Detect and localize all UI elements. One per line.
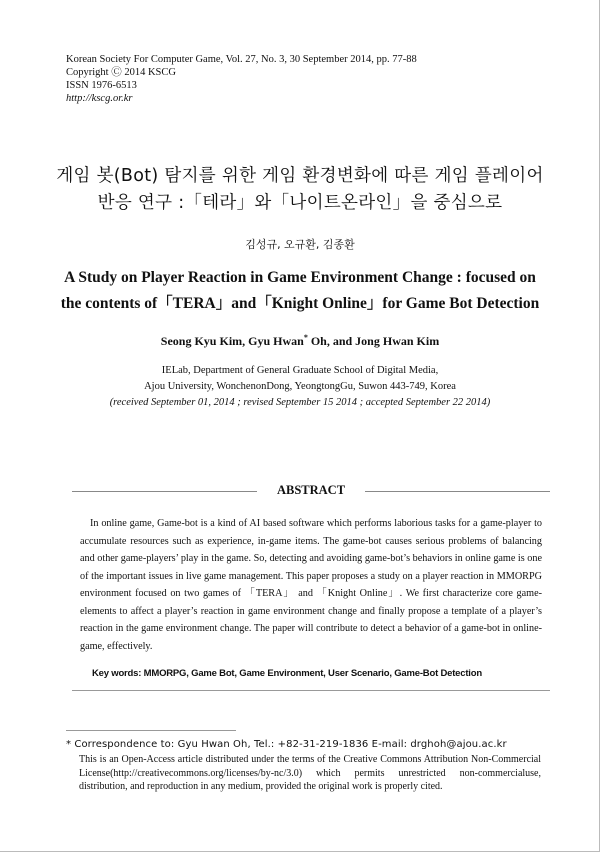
affiliation bbox=[0, 363, 600, 411]
footnote-license: This is an Open-Access article distributed under the terms of the Creative Commons Attribution Non-Commercial License(http://creativecommons.org/licenses/by-nc/3.0) which permits unrestricted non-commercialuse, distribution, and reproduction in any medium, provided the original work is properly cited. bbox=[79, 754, 541, 792]
abstract-text: In online game, Game-bot is a kind of AI based software which performs laborious tasks for a game-player to accumulate resources such as experience, in-game items. The game-bot causes serious problems of balancing and other game-players’ play in the game. So, detecting and avoiding game-bot’s behaviors in online game is one of the important issues in live game management. This paper proposes a study on a player reaction in MMORPG environment focused on two games of 「TERA」 and 「Knight Online」. We first characterize core game-elements to affect a player’s reaction in game environment change and finally propose a template of a player’s reaction in the game environment change. The paper will contribute to detect a behavior of a game-bot in online-game, effectively. bbox=[80, 518, 542, 652]
journal-issn: ISSN 1976-6513 bbox=[66, 80, 137, 91]
corresponding-author-mark: * bbox=[303, 333, 308, 342]
english-title-line1: A Study on Player Reaction in Game Environment Change : focused on bbox=[64, 269, 536, 286]
keywords: Key words: MMORPG, Game Bot, Game Environment, User Scenario, Game-Bot Detection bbox=[92, 668, 482, 679]
authors-part1: Seong Kyu Kim, Gyu Hwan bbox=[160, 334, 304, 348]
abstract-heading bbox=[72, 483, 550, 499]
english-title bbox=[40, 265, 560, 317]
korean-authors: 김성규, 오규환, 김종환 bbox=[245, 238, 355, 251]
journal-meta bbox=[66, 53, 417, 105]
submission-dates: (received September 01, 2014 ; revised September 15 2014 ; accepted September 22 2014) bbox=[109, 397, 491, 408]
korean-title-line1: 게임 봇(Bot) 탐지를 위한 게임 환경변화에 따른 게임 플레이어 bbox=[56, 166, 544, 186]
journal-copyright: Copyright Ⓒ 2014 KSCG bbox=[66, 67, 176, 78]
korean-title-line2: 반응 연구 :「테라」와「나이트온라인」을 중심으로 bbox=[97, 193, 503, 213]
journal-citation: Korean Society For Computer Game, Vol. 27, No. 3, 30 September 2014, pp. 77-88 bbox=[66, 54, 417, 65]
authors-part2: Oh, and Jong Hwan Kim bbox=[307, 334, 440, 348]
affiliation-line1: IELab, Department of General Graduate School of Digital Media, bbox=[161, 365, 439, 376]
korean-title bbox=[30, 163, 570, 217]
english-authors bbox=[0, 333, 600, 349]
footnote-correspondence: * Correspondence to: Gyu Hwan Oh, Tel.: +82-31-219-1836 E-mail: drghoh@ajou.ac.kr bbox=[66, 739, 507, 750]
footnote-divider bbox=[66, 730, 236, 731]
journal-url[interactable]: http://kscg.or.kr bbox=[66, 93, 133, 104]
affiliation-line2: Ajou University, WonchenonDong, YeongtongGu, Suwon 443-749, Korea bbox=[144, 381, 456, 392]
abstract-heading-label: ABSTRACT bbox=[276, 483, 346, 497]
keywords-divider bbox=[72, 690, 550, 691]
english-title-line2: the contents of「TERA」and「Knight Online」for Game Bot Detection bbox=[60, 295, 540, 312]
abstract-rule-right bbox=[365, 491, 550, 492]
